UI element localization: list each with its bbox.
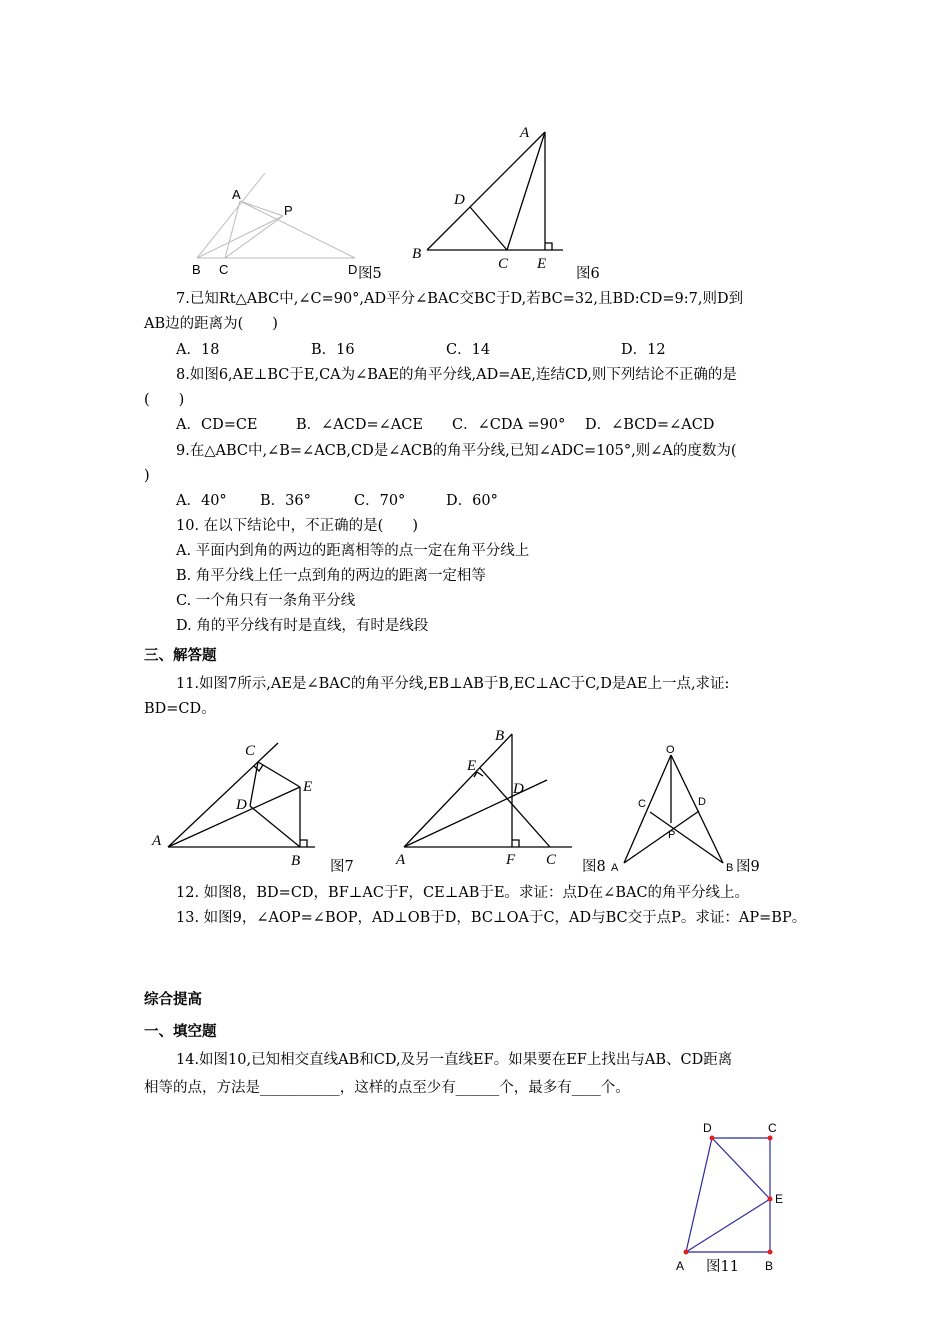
fig6-label-C: C xyxy=(498,256,509,272)
fig9-label-P: P xyxy=(668,829,676,841)
q8-line1: 8.如图6,AE⊥BC于E,CA为∠BAE的角平分线,AD=AE,连结CD,则下列结论不正确的是 xyxy=(176,367,737,383)
fig11-caption: 图11 xyxy=(706,1259,739,1275)
q12: 12. 如图8，BD=CD，BF⊥AC于F，CE⊥AB于E。求证：点D在∠BAC的角平分线上。 xyxy=(176,885,750,901)
fig9-label-D: D xyxy=(698,796,706,808)
q13: 13. 如图9，∠AOP=∠BOP，AD⊥OB于D，BC⊥OA于C，AD与BC交于点P。求证：AP=BP。 xyxy=(176,910,807,926)
fig7-label-E: E xyxy=(303,779,313,795)
fig6-label-E: E xyxy=(537,256,547,272)
fig11-label-A: A xyxy=(676,1259,685,1273)
figure-6 xyxy=(405,120,575,275)
fig5-label-P: P xyxy=(284,203,293,218)
q8-option-a: A．CD=CE xyxy=(176,417,258,433)
q14-line2: 相等的点，方法是___________，这样的点至少有______个，最多有____个。 xyxy=(144,1080,630,1096)
q10-line1: 10. 在以下结论中，不正确的是( ) xyxy=(176,518,418,534)
fig8-label-B: B xyxy=(495,728,505,744)
fig5-label-C: C xyxy=(219,262,229,277)
fig8-label-F: F xyxy=(506,852,516,868)
fig5-label-B: B xyxy=(192,262,201,277)
fig7-label-D: D xyxy=(236,797,247,813)
fig9-caption: 图9 xyxy=(736,859,760,875)
fig7-label-C: C xyxy=(245,743,256,759)
q7-line1: 7.已知Rt△ABC中,∠C=90°,AD平分∠BAC交BC于D,若BC=32,且BD:CD=9:7,则D到 xyxy=(176,291,744,307)
fig8-caption: 图8 xyxy=(582,859,606,875)
q10-option-b: B. 角平分线上任一点到角的两边的距离一定相等 xyxy=(176,568,486,584)
q7-option-c: C．14 xyxy=(446,342,491,358)
fig6-label-D: D xyxy=(454,192,465,208)
figure-7 xyxy=(150,735,330,870)
fig6-label-A: A xyxy=(520,125,530,141)
fig7-caption: 图7 xyxy=(330,859,354,875)
fig6-caption: 图6 xyxy=(576,266,600,282)
q7-line2: AB边的距离为( ) xyxy=(144,316,278,332)
fig6-label-B: B xyxy=(412,246,422,262)
fig11-label-E: E xyxy=(775,1192,784,1206)
section-heading-comprehensive: 综合提高 xyxy=(144,992,202,1008)
q10-option-d: D. 角的平分线有时是直线，有时是线段 xyxy=(176,618,429,634)
q10-option-a: A. 平面内到角的两边的距离相等的点一定在角平分线上 xyxy=(176,543,530,559)
fig9-label-C: C xyxy=(638,798,646,810)
q14-line1: 14.如图10,已知相交直线AB和CD,及另一直线EF。如果要在EF上找出与AB、CD距离 xyxy=(176,1052,733,1068)
fig11-label-C: C xyxy=(768,1121,777,1135)
q11-line1: 11.如图7所示,AE是∠BAC的角平分线,EB⊥AB于B,EC⊥AC于C,D是AE上一点,求证: xyxy=(176,676,730,692)
fig9-label-O: O xyxy=(666,744,675,756)
fig9-label-B: B xyxy=(726,862,734,873)
fig8-label-E: E xyxy=(467,758,477,774)
fig7-label-B: B xyxy=(291,853,301,869)
section-heading-3: 三、解答题 xyxy=(144,648,217,664)
fig5-label-A: A xyxy=(232,187,241,202)
fig11-label-D: D xyxy=(703,1121,712,1135)
q8-line2: ( ) xyxy=(144,392,185,408)
q11-line2: BD=CD。 xyxy=(144,701,216,717)
fig7-label-A: A xyxy=(152,833,162,849)
q8-option-b: B．∠ACD=∠ACE xyxy=(296,417,423,433)
fig8-label-D: D xyxy=(513,781,524,797)
q8-option-c: C．∠CDA =90° xyxy=(452,417,566,433)
fig5-caption: 图5 xyxy=(358,266,382,282)
q8-option-d: D．∠BCD=∠ACD xyxy=(585,417,715,433)
q7-option-b: B．16 xyxy=(311,342,355,358)
q9-line1: 9.在△ABC中,∠B=∠ACB,CD是∠ACB的角平分线,已知∠ADC=105°,则∠A的度数为( xyxy=(176,443,737,459)
figure-9 xyxy=(608,738,743,873)
q9-option-a: A．40° xyxy=(176,493,227,509)
figure-11 xyxy=(668,1118,788,1276)
figure-5 xyxy=(185,168,375,280)
fig5-label-D: D xyxy=(348,262,358,277)
figure-8 xyxy=(390,722,575,872)
q9-option-d: D．60° xyxy=(446,493,498,509)
q9-option-b: B．36° xyxy=(260,493,311,509)
q9-option-c: C．70° xyxy=(354,493,406,509)
section-heading-1: 一、填空题 xyxy=(144,1024,217,1040)
q7-option-a: A．18 xyxy=(176,342,220,358)
fig8-label-C: C xyxy=(546,852,557,868)
q9-line2: ) xyxy=(144,468,150,484)
fig11-label-B: B xyxy=(765,1259,774,1273)
q7-option-d: D．12 xyxy=(621,342,666,358)
fig8-label-A: A xyxy=(396,852,406,868)
fig9-label-A: A xyxy=(611,862,619,873)
q10-option-c: C. 一个角只有一条角平分线 xyxy=(176,593,356,609)
